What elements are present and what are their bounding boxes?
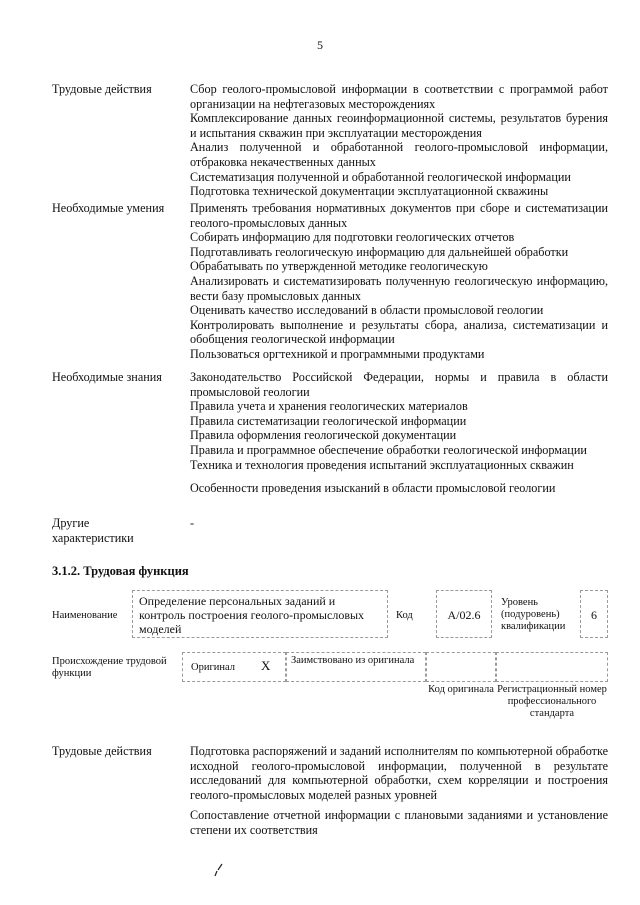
list-item: Анализ полученной и обработанной геолого-промысловой информации, отбраковка некачественных данных: [190, 140, 608, 169]
code-original-caption: Код оригинала: [428, 684, 494, 695]
row-label-skills: Необходимые умения: [52, 201, 165, 215]
name-value: Определение персональных заданий и контроль построения геолого-промысловых моделей: [139, 594, 365, 636]
original-box: [182, 652, 286, 682]
code-value: А/02.6: [447, 608, 481, 622]
original-label: Оригинал: [191, 662, 235, 673]
list-item: Правила и программное обеспечение обработки геологической информации: [190, 442, 587, 457]
row-label-other: Другие характеристики: [52, 516, 134, 545]
list-item: Правила систематизации геологической информации: [190, 413, 467, 428]
list-item: Законодательство Российской Федерации, нормы и правила в области промысловой геологии: [190, 370, 608, 399]
skills-section: [52, 201, 608, 371]
reg-number-caption: Регистрационный номер профессионального стандарта: [497, 684, 607, 719]
list-item: Подготовка технической документации эксплуатационной скважины: [190, 184, 549, 199]
list-item: Анализировать и систематизировать полученную геологическую информацию, вести базу промысловых данных: [190, 273, 608, 303]
code-value-box: [436, 590, 492, 638]
list-item: Сбор геолого-промысловой информации в соответствии с программой работ организации на нефтегазовых месторождениях: [190, 82, 608, 111]
other-value: -: [190, 516, 195, 530]
row-label-knowledge: Необходимые знания: [52, 370, 162, 384]
labor-actions-section-2: [52, 744, 608, 854]
borrowed-label: Заимствовано из оригинала: [291, 655, 415, 666]
origin-label: Происхождение трудовой функции: [52, 656, 167, 679]
borrowed-box: [286, 652, 426, 682]
list-item: Особенности проведения изысканий в области промысловой геологии: [190, 481, 556, 496]
row-items-labor-actions: [190, 82, 608, 199]
row-items-skills: [190, 201, 608, 362]
pen-mark-icon: [212, 862, 226, 878]
list-item: Правила оформления геологической документации: [190, 428, 457, 443]
list-item: Пользоваться оргтехникой и программными продуктами: [190, 346, 485, 361]
list-item: Обрабатывать по утвержденной методике геологическую: [190, 259, 488, 274]
list-item: Сопоставление отчетной информации с плановыми заданиями и установление степени их соответствия: [190, 808, 608, 837]
list-item: Применять требования нормативных документов при сборе и систематизации геолого-промысловых данных: [190, 201, 608, 230]
reg-number-box: [496, 652, 608, 682]
original-mark: X: [261, 658, 271, 673]
row-label-labor-actions-2: Трудовые действия: [52, 744, 152, 758]
level-value: 6: [591, 608, 597, 622]
level-label-box: [496, 590, 576, 638]
list-item: Подготавливать геологическую информацию для дальнейшей обработки: [190, 244, 569, 259]
row-items-labor-actions-2: [190, 744, 608, 838]
name-label: Наименование: [52, 610, 118, 621]
code-label: Код: [396, 610, 413, 621]
level-label: Уровень (подуровень) квалификации: [501, 597, 566, 632]
origin-table: [52, 652, 608, 732]
name-value-box: [132, 590, 388, 638]
list-item: Собирать информацию для подготовки геологических отчетов: [190, 230, 515, 245]
other-characteristics-section: [52, 516, 608, 552]
labor-actions-section: [52, 82, 608, 208]
list-item: Комплексирование данных геоинформационной системы, результатов бурения и испытания скважин при эксплуатации месторождения: [190, 111, 608, 140]
list-item: Контролировать выполнение и результаты сбора, анализа, систематизации и обобщения геологической информации: [190, 317, 608, 347]
page-number: 5: [317, 38, 323, 52]
level-value-box: [580, 590, 608, 638]
function-table: [52, 590, 608, 638]
row-label-labor-actions: Трудовые действия: [52, 82, 152, 96]
list-item: Подготовка распоряжений и заданий исполнителям по компьютерной обработке исходной геолого-промысловой информации, полученной в результате исследований для компьютерной обработки, схем корреляции и построения геолого-промысловых моделей разных уровней: [190, 744, 608, 802]
code-original-box: [426, 652, 496, 682]
knowledge-section: [52, 370, 608, 520]
list-item: Систематизация полученной и обработанной геологической информации: [190, 169, 571, 184]
list-item: Оценивать качество исследований в области промысловой геологии: [190, 303, 544, 318]
list-item: Техника и технология проведения испытаний эксплуатационных скважин: [190, 457, 574, 472]
section-header: 3.1.2. Трудовая функция: [52, 564, 189, 578]
row-items-knowledge: [190, 370, 608, 496]
list-item: Правила учета и хранения геологических материалов: [190, 399, 468, 414]
